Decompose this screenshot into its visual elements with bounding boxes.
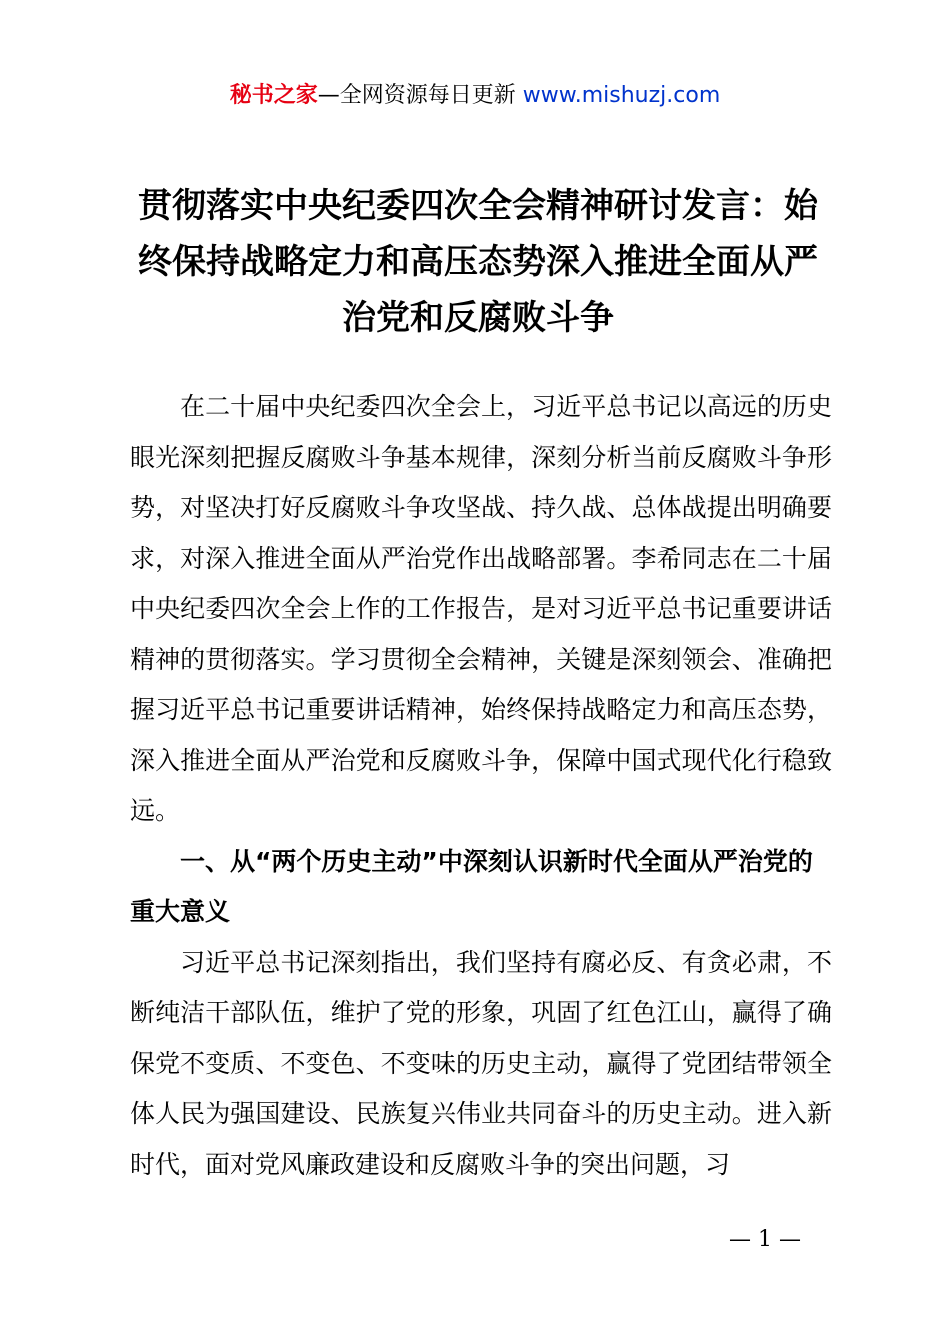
site-slogan: —全网资源每日更新 (317, 83, 523, 108)
paragraph-section-1: 习近平总书记深刻指出，我们坚持有腐必反、有贪必肃，不断纯洁干部队伍，维护了党的形象，巩固了红色江山，赢得了确保党不变质、不变色、不变味的历史主动，赢得了党团结带领全体人民为强国建设、民族复兴伟业共同奋斗的历史主动。进入新时代，面对党风廉政建设和反腐败斗争的突出问题，习 (130, 947, 832, 1179)
document-body (130, 382, 832, 1190)
brand-name: 秘书之家 (229, 83, 318, 108)
section-heading-1: 一、从“两个历史主动”中深刻认识新时代全面从严治党的重大意义 (130, 846, 813, 926)
site-url-link[interactable]: www.mishuzj.com (522, 83, 721, 108)
paragraph-intro: 在二十届中央纪委四次全会上，习近平总书记以高远的历史眼光深刻把握反腐败斗争基本规律，深刻分析当前反腐败斗争形势，对坚决打好反腐败斗争攻坚战、持久战、总体战提出明确要求，对深入推进全面从严治党作出战略部署。李希同志在二十届中央纪委四次全会上作的工作报告，是对习近平总书记重要讲话精神的贯彻落实。学习贯彻全会精神，关键是深刻领会、准确把握习近平总书记重要讲话精神，始终保持战略定力和高压态势，深入推进全面从严治党和反腐败斗争，保障中国式现代化行稳致远。 (130, 392, 832, 825)
page-number: — 1 — (729, 1227, 801, 1252)
site-header (0, 80, 950, 112)
document-title: 贯彻落实中央纪委四次全会精神研讨发言：始终保持战略定力和高压态势深入推进全面从严治党和反腐败斗争 (138, 186, 818, 338)
